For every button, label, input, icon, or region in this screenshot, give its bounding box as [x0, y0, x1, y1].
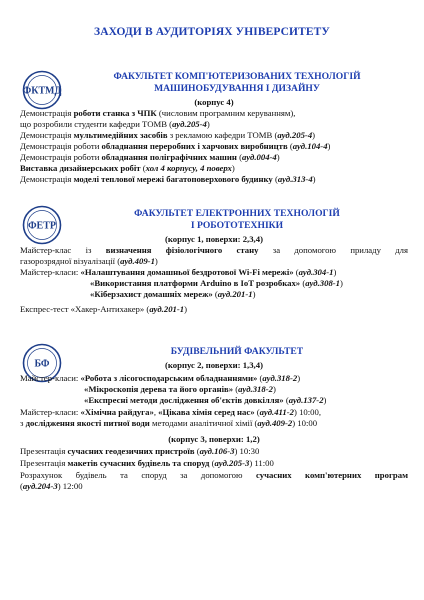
- list-item: Демонстрація мультимедійних засобів з рекламою кафедри ТОМВ (ауд.205-4): [20, 130, 316, 140]
- page-title: ЗАХОДИ В АУДИТОРІЯХ УНІВЕРСИТЕТУ: [94, 26, 330, 38]
- svg-text:БФ: БФ: [34, 358, 50, 370]
- list-item: Презентація сучасних геодезичних пристроїв (ауд.106-3) 10:30: [20, 446, 260, 456]
- list-item: (ауд.204-3) 12:00: [20, 481, 83, 491]
- section-title-fktmd: ФАКУЛЬТЕТ КОМП'ЮТЕРИЗОВАНИХ ТЕХНОЛОГІЙ МАШИНОБУДУВАННЯ І ДИЗАЙНУ: [113, 71, 361, 94]
- list-item: «Використання платформи Arduino в IoT розробках» (ауд.308-1): [90, 278, 343, 288]
- list-item: Демонстрація роботи станка з ЧПК (числовим програмним керуванням),: [20, 108, 296, 118]
- list-item: Майстер-класи: «Робота з лісогосподарським обладнаннями» (ауд.318-2): [20, 373, 301, 383]
- list-item: Майстер-клас із визначення фізіологічного стану за допомогою приладу для: [20, 245, 408, 255]
- list-item: Експрес-тест «Хакер-Антихакер» (ауд.201-1): [20, 304, 188, 314]
- section-title-fetr: ФАКУЛЬТЕТ ЕЛЕКТРОННИХ ТЕХНОЛОГІЙ І РОБОТОТЕХНІКИ: [134, 208, 340, 231]
- list-item: що розробили студенти кафедри ТОМВ (ауд.205-4): [20, 119, 210, 129]
- section-title-bf: БУДІВЕЛЬНИЙ ФАКУЛЬТЕТ: [170, 346, 304, 357]
- list-item: Майстер-класи: «Хімічна райдуга», «Цікава хімія серед нас» (ауд.411-2) 10:00,: [20, 407, 322, 417]
- list-item: Майстер-класи: «Налаштування домашньої бездротової Wi-Fi мережі» (ауд.304-1): [20, 267, 337, 277]
- list-item: Розрахунок будівель та споруд за допомогою сучасних комп'ютерних програм: [20, 470, 409, 480]
- list-item: «Кіберзахист домашніх мереж» (ауд.201-1): [90, 289, 256, 299]
- svg-text:ФКТМД: ФКТМД: [22, 85, 62, 97]
- list-item: «Мікроскопія дерева та його органів» (ауд.318-2): [84, 384, 276, 394]
- list-item: Демонстрація моделі теплової мережі багатоповерхового будинку (ауд.313-4): [20, 174, 316, 184]
- svg-text:ФЕТР: ФЕТР: [27, 220, 57, 232]
- list-item: Демонстрація роботи обладнання поліграфічних машин (ауд.004-4): [20, 152, 280, 162]
- building-label: (корпус 1, поверхи: 2,3,4): [165, 234, 263, 244]
- list-item: з дослідження якості питної води методами аналітичної хімії (ауд.409-2) 10:00: [20, 418, 318, 428]
- building-label: (корпус 3, поверхи: 1,2): [168, 434, 260, 444]
- list-item: «Експресні методи дослідження об'єктів довкілля» (ауд.137-2): [84, 395, 327, 405]
- list-item: Виставка дизайнерських робіт (хол 4 корпусу, 4 поверх): [20, 163, 235, 173]
- list-item: Демонстрація роботи обладнання переробних і харчових виробництв (ауд.104-4): [20, 141, 331, 151]
- list-item: Презентація макетів сучасних будівель та споруд (ауд.205-3) 11:00: [20, 458, 274, 468]
- building-label: (корпус 4): [194, 97, 234, 107]
- building-label: (корпус 2, поверхи: 1,3,4): [165, 360, 263, 370]
- list-item: газорозрядної візуалізації (ауд.409-1): [20, 256, 158, 266]
